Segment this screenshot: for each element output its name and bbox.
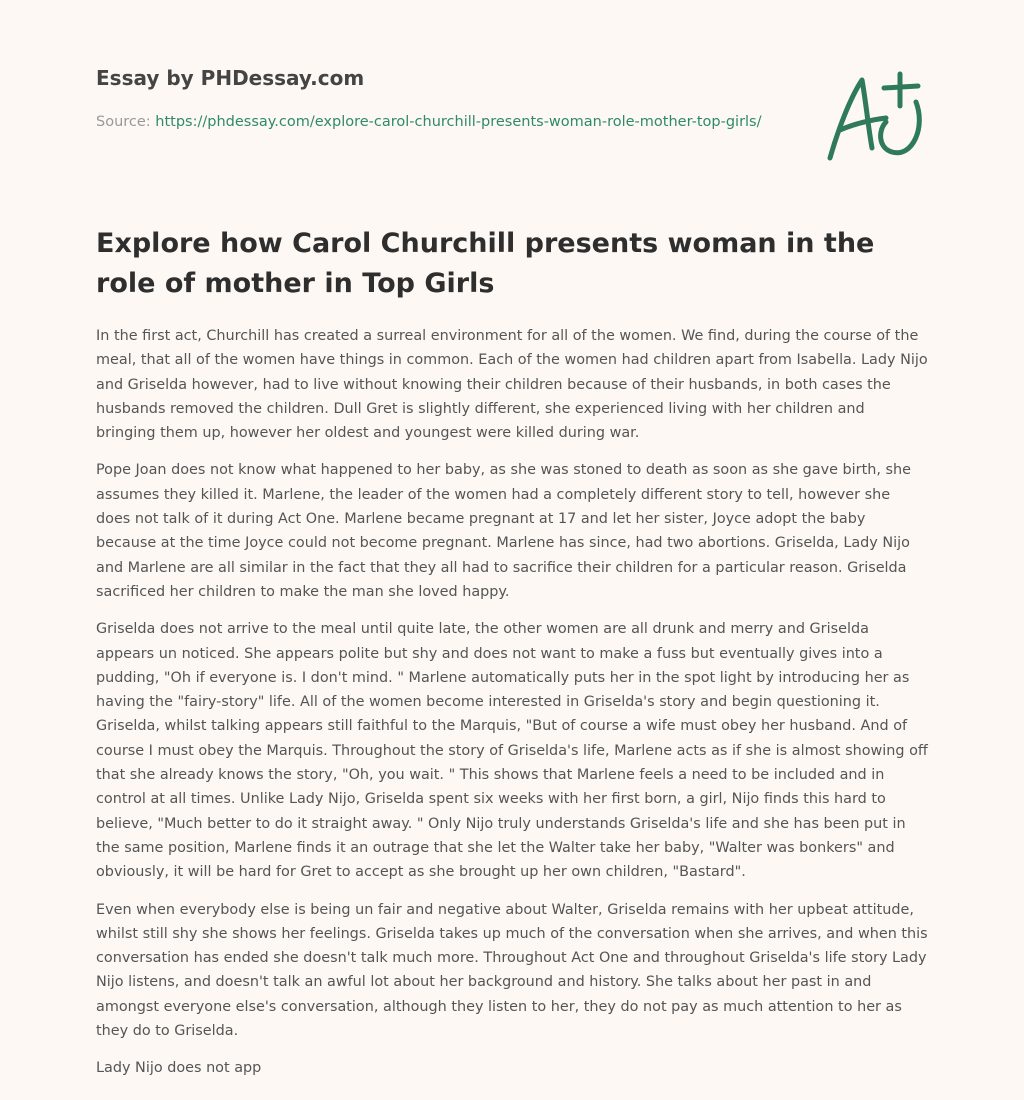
source-label: Source: — [96, 114, 151, 130]
article-body — [96, 324, 928, 1094]
page-header — [96, 64, 776, 134]
article-title: Explore how Carol Churchill presents woman in the role of mother in Top Girls — [96, 228, 875, 299]
site-title: Essay by PHDessay.com — [96, 66, 365, 90]
paragraph: Even when everybody else is being un fair and negative about Walter, Griselda remains with her upbeat attitude, whilst still shy she shows her feelings. Griselda takes up much of the conversation when she arrives, and when this conversation has ended she doesn't talk much more. Throughout Act One and throughout Griselda's life story Lady Nijo listens, and doesn't talk an awful lot about her background and history. She talks about her past in and amongst everyone else's conversation, although they listen to her, they do not pay as much attention to her as they do to Griselda. — [96, 901, 928, 1040]
source-link[interactable]: https://phdessay.com/explore-carol-churchill-presents-woman-role-mother-top-girls/ — [155, 114, 762, 130]
paragraph: Lady Nijo does not app — [96, 1060, 262, 1077]
source-line — [96, 111, 776, 134]
paragraph: Griselda does not arrive to the meal until quite late, the other women are all drunk and merry and Griselda appears un noticed. She appears polite but shy and does not want to make a fuss but eventually gives into a pudding, "Oh if everyone is. I don't mind. " Marlene automatically puts her in the spot light by introducing her as having the "fairy-story" life. All of the women become interested in Griselda's story and begin questioning it. Griselda, whilst talking appears still faithful to the Marquis, "But of course a wife must obey her husband. And of course I must obey the Marquis. Throughout the story of Griselda's life, Marlene acts as if she is almost showing off that she already knows the story, "Oh, you wait. " This shows that Marlene feels a need to be included and in control at all times. Unlike Lady Nijo, Griselda spent six weeks with her first born, a girl, Nijo finds this hard to believe, "Much better to do it straight away. " Only Nijo truly understands Griselda's life and she has been put in the same position, Marlene finds it an outrage that she let the Walter take her baby, "Walter was bonkers" and obviously, it will be hard for Gret to accept as she brought up her own children, "Bastard". — [96, 621, 928, 881]
paragraph: Pope Joan does not know what happened to her baby, as she was stoned to death as soon as she gave birth, she assumes they killed it. Marlene, the leader of the women had a completely different story to tell, however she does not talk of it during Act One. Marlene became pregnant at 17 and let her sister, Joyce adopt the baby because at the time Joyce could not become pregnant. Marlene has since, had two abortions. Griselda, Lady Nijo and Marlene are all similar in the fact that they all had to sacrifice their children for a particular reason. Griselda sacrificed her children to make the man she loved happy. — [96, 462, 911, 600]
a-plus-logo-icon — [822, 68, 926, 164]
paragraph: In the first act, Churchill has created a surreal environment for all of the women. We find, during the course of the meal, that all of the women have things in common. Each of the women had children apart from Isabella. Lady Nijo and Griselda however, had to live without knowing their children because of their husbands, in both cases the husbands removed the children. Dull Gret is slightly different, she experienced living with her children and bringing them up, however her oldest and youngest were killed during war. — [96, 328, 928, 442]
